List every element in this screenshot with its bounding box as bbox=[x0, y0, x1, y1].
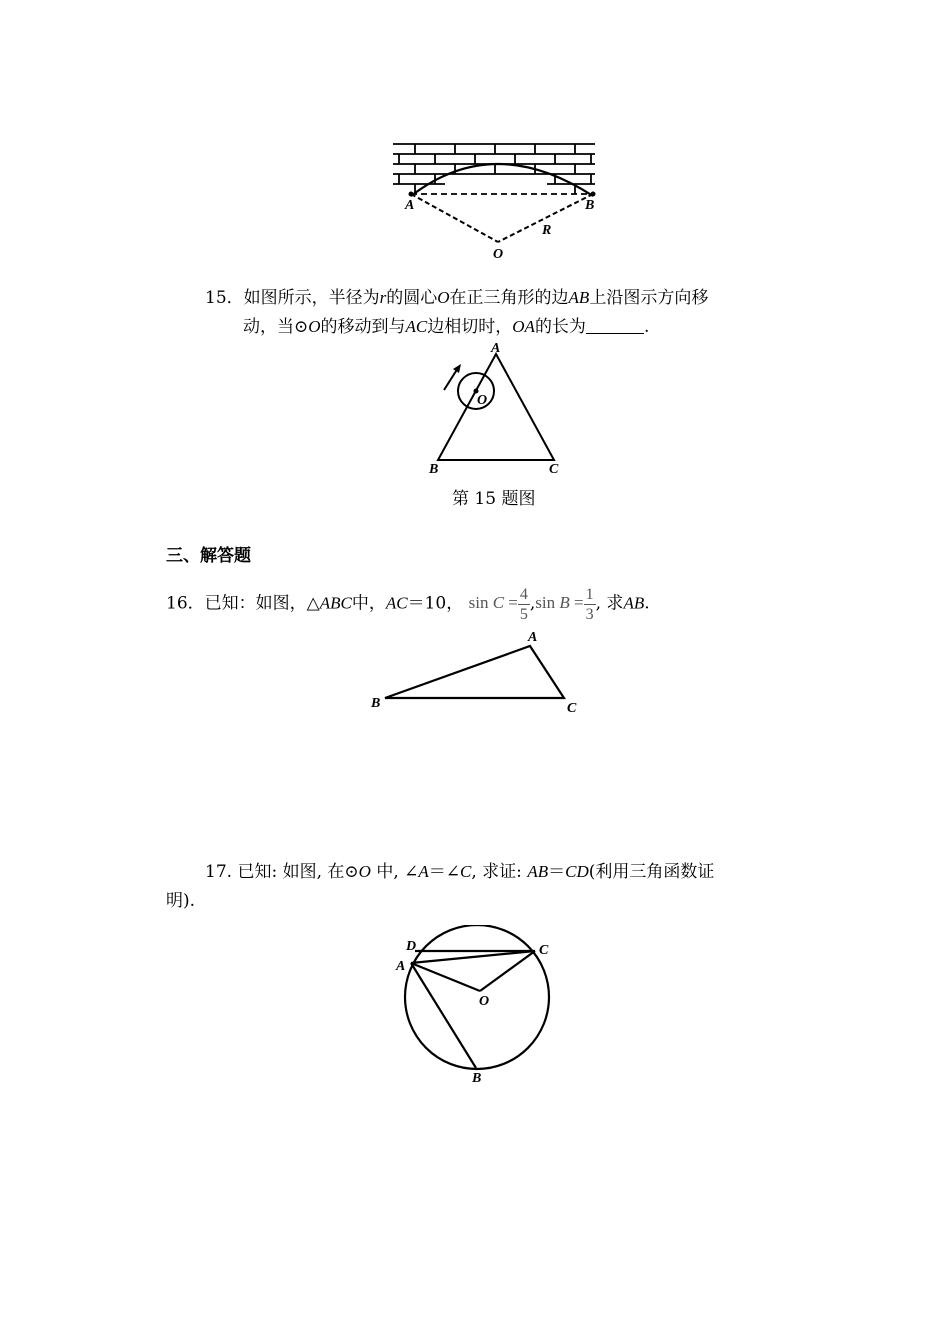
sin-b-expression: sin B = $\frac{1}{3}$ bbox=[535, 586, 594, 623]
direction-arrow-icon bbox=[453, 364, 461, 373]
label-b: B bbox=[429, 462, 439, 477]
label-o: O bbox=[477, 393, 488, 408]
point-a bbox=[409, 192, 414, 197]
q15-answer-blank bbox=[586, 317, 644, 334]
label-r: R bbox=[542, 223, 552, 238]
label-a: A bbox=[396, 959, 406, 974]
label-a: A bbox=[405, 198, 415, 213]
label-d: D bbox=[406, 939, 417, 954]
label-c: C bbox=[549, 462, 559, 477]
q17-number: 17. bbox=[205, 862, 233, 882]
q15-line-2: 动，当⊙O的移动到与AC边相切时，OA的长为 . bbox=[243, 317, 650, 337]
label-b: B bbox=[371, 696, 381, 711]
label-o: O bbox=[479, 994, 490, 1009]
label-o: O bbox=[493, 247, 504, 260]
q15-figure-caption: 第 15 题图 bbox=[452, 489, 536, 509]
q17-line-1: 17. 已知: 如图, 在⊙O 中, ∠A＝∠C, 求证: AB＝CD(利用三角函数证 bbox=[205, 862, 715, 882]
q16-line: 16．已知：如图，△ABC中，AC＝10， sin C = $\frac{4}{5}$ ,sin B = $\frac{1}{3}$ , 求AB. bbox=[166, 586, 650, 623]
q15-line-1: 15．如图所示，半径为r的圆心O在正三角形的边AB上沿图示方向移 bbox=[205, 288, 709, 308]
label-a: A bbox=[491, 341, 501, 356]
label-b: B bbox=[585, 198, 595, 213]
label-c: C bbox=[567, 701, 577, 716]
section-title: 三、解答题 bbox=[166, 546, 251, 566]
bridge-arch-figure bbox=[385, 138, 605, 260]
q15-number: 15． bbox=[205, 288, 244, 308]
circle-figure bbox=[390, 925, 560, 1087]
label-c: C bbox=[539, 943, 549, 958]
triangle-abc-figure bbox=[365, 625, 590, 720]
triangle-circle-figure bbox=[420, 340, 570, 480]
q16-number: 16． bbox=[166, 593, 205, 614]
q17-line-2: 明). bbox=[166, 891, 196, 911]
label-a: A bbox=[528, 630, 538, 645]
label-b: B bbox=[472, 1071, 482, 1086]
point-b bbox=[591, 192, 596, 197]
sin-c-expression: sin C = $\frac{4}{5}$ bbox=[468, 586, 528, 623]
